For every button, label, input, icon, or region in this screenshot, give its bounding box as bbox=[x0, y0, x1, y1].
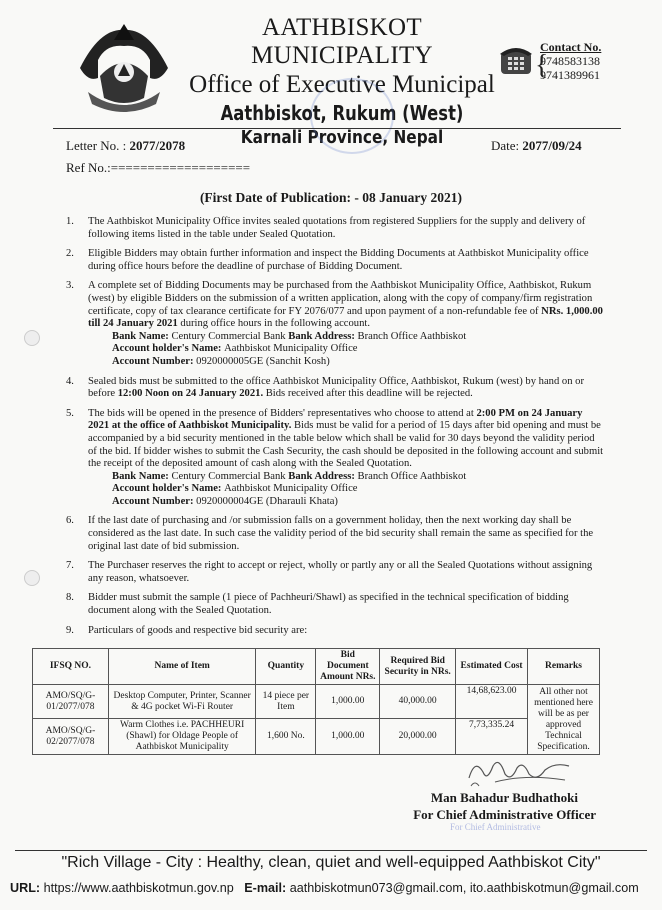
footer-contact: URL: https://www.aathbiskotmun.gov.np E-mail: aathbiskotmun073@gmail.com, ito.aathbiskotmun@gmail.com bbox=[10, 881, 639, 895]
column-header: Quantity bbox=[256, 649, 316, 685]
list-item: 2. Eligible Bidders may obtain further information and inspect the Bidding Documents at Aathbiskot Municipality office during office hours before the deadline of purchase of Bidding Document. bbox=[66, 248, 589, 272]
list-item: 4. Sealed bids must be submitted to the office Aathbiskot Municipality Office, Aathbiskot, Rukum (west) by hand on or before 12:00 Noon on 24 January 2021. Bids received after this deadline will be rejected. bbox=[66, 375, 584, 400]
table-cell: Warm Clothes i.e. PACHHEURI (Shawl) for Oldage People of Aathbiskot Municipality bbox=[108, 719, 256, 755]
table-cell: 7,73,335.24 bbox=[456, 719, 528, 755]
reference-number: Ref No.:=================== bbox=[66, 160, 251, 175]
telephone-icon bbox=[498, 42, 534, 78]
column-header: IFSQ NO. bbox=[33, 649, 109, 685]
list-item: 5. The bids will be opened in the presence of Bidders' representatives who choose to attend at 2:00 PM on 24 January 2021 at the office of Aathbiskot Municipality. Bids must be valid for a period of 15 days after bid opening and must be accompanied by a bid security mentioned in the table below which shall be valid for 30 days beyond the validity period of the bid. If bidder wishes to submit the Cash Security, the cash should be deposited in the following account and submit the receipt of the deposited amount of cash along with the Sealed Quotation. Bank Name: Century Commercial Bank Bank Address: Branch Office Aathbiskot Account holder's Name: Aathbiskot Municipality Office Account Number: 0920000004GE (Dharauli Khata) bbox=[66, 407, 604, 507]
faded-stamp-text: For Chief Administrative bbox=[450, 822, 541, 832]
signatory-name: Man Bahadur Budhathoki bbox=[430, 790, 578, 805]
location-name: Aathbiskot, Rukum (West) bbox=[220, 101, 464, 125]
faded-stamp bbox=[310, 78, 394, 154]
nepal-emblem-icon bbox=[70, 20, 178, 115]
table-cell: 14 piece per Item bbox=[256, 685, 316, 719]
list-item: 8. Bidder must submit the sample (1 piece of Pachheuri/Shawl) as specified in the technical specification of bidding document along with the Sealed Quotation. bbox=[66, 592, 569, 617]
website-link[interactable]: https://www.aathbiskotmun.gov.np bbox=[40, 881, 234, 895]
column-header: Name of Item bbox=[108, 649, 256, 685]
list-item: 6. If the last date of purchasing and /or submission falls on a government holiday, then the next working day shall be considered as the last date. In such case the validity period of the bid security shall remain the same as specified for the original last date of bid submission. bbox=[66, 515, 594, 552]
table-cell: 40,000.00 bbox=[380, 685, 456, 719]
city-motto: "Rich Village - City : Healthy, clean, quiet and well-equipped Aathbiskot City" bbox=[61, 854, 601, 871]
phone-number: 9741389961 bbox=[540, 68, 600, 82]
handwritten-signature bbox=[465, 752, 575, 792]
table-cell: AMO/SQ/G-01/2077/078 bbox=[33, 685, 109, 719]
bank-account-details: Bank Name: Century Commercial Bank Bank Address: Branch Office Aathbiskot Account holder's Name: Aathbiskot Municipality Office Account Number: 0920000005GE (Sanchit Kosh) bbox=[112, 330, 467, 367]
email-addresses[interactable]: aathbiskotmun073@gmail.com, ito.aathbiskotmun@gmail.com bbox=[286, 881, 639, 895]
contact-block bbox=[540, 40, 601, 82]
header-divider bbox=[53, 128, 621, 129]
table-cell: 14,68,623.00 bbox=[456, 685, 528, 719]
letter-date: Date: 2077/09/24 bbox=[491, 138, 582, 153]
list-item: 7. The Purchaser reserves the right to accept or reject, wholly or partly any or all the Sealed Quotations without assigning any reason, whatsoever. bbox=[66, 560, 593, 584]
bank-account-details: Bank Name: Century Commercial Bank Bank Address: Branch Office Aathbiskot Account holder's Name: Aathbiskot Municipality Office Account Number: 0920000004GE (Dharauli Khata) bbox=[112, 470, 467, 507]
province-name: Karnali Province, Nepal bbox=[240, 127, 444, 148]
table-cell: 1,600 No. bbox=[256, 719, 316, 755]
office-name: Office of Executive Municipal bbox=[189, 71, 495, 98]
column-header: Estimated Cost bbox=[456, 649, 528, 685]
contact-title: Contact No. bbox=[540, 40, 602, 54]
table-cell: 1,000.00 bbox=[316, 685, 380, 719]
table-row bbox=[33, 719, 600, 755]
column-header: Remarks bbox=[528, 649, 600, 685]
table-cell: 20,000.00 bbox=[380, 719, 456, 755]
brace-mark: { bbox=[535, 50, 549, 81]
signatory-title: For Chief Administrative Officer bbox=[413, 807, 596, 822]
table-cell: 1,000.00 bbox=[316, 719, 380, 755]
phone-number: 9748583138 bbox=[540, 54, 600, 68]
notice-items bbox=[66, 216, 604, 644]
punch-hole bbox=[24, 330, 40, 346]
footer-divider bbox=[15, 850, 647, 851]
publication-date: (First Date of Publication: - 08 January 2021) bbox=[199, 190, 463, 205]
list-item: 9. Particulars of goods and respective bid security are: bbox=[66, 624, 308, 636]
column-header: Bid Document Amount NRs. bbox=[316, 649, 380, 685]
goods-table bbox=[32, 648, 600, 755]
remarks-cell: All other not mentioned here will be as per approved Technical Specification. bbox=[528, 685, 600, 755]
punch-hole bbox=[24, 570, 40, 586]
column-header: Required Bid Security in NRs. bbox=[380, 649, 456, 685]
table-row bbox=[33, 685, 600, 719]
table-header-row bbox=[33, 649, 600, 685]
list-item: 3. A complete set of Bidding Documents may be purchased from the Aathbiskot Municipality Office, Aathbiskot, Rukum (west) by eligible Bidders on the submission of a written application, along with the copy of company/firm registration certificate, copy of tax clearance certificate for FY 2076/077 and upon payment of a non-refundable fee of NRs. 1,000.00 till 24 January 2021 during office hours in the following account. Bank Name: Century Commercial Bank Bank Address: Branch Office Aathbiskot Account holder's Name: Aathbiskot Municipality Office Account Number: 0920000005GE (Sanchit Kosh) bbox=[66, 280, 603, 367]
list-item: 1. The Aathbiskot Municipality Office invites sealed quotations from registered Suppliers for the supply and delivery of following items listed in the table under Sealed Quotation. bbox=[66, 216, 586, 240]
table-cell: Desktop Computer, Printer, Scanner & 4G pocket Wi-Fi Router bbox=[108, 685, 256, 719]
letter-number: Letter No. : 2077/2078 bbox=[66, 138, 186, 153]
org-name: AATHBISKOT MUNICIPALITY bbox=[251, 14, 433, 69]
table-cell: AMO/SQ/G-02/2077/078 bbox=[33, 719, 109, 755]
